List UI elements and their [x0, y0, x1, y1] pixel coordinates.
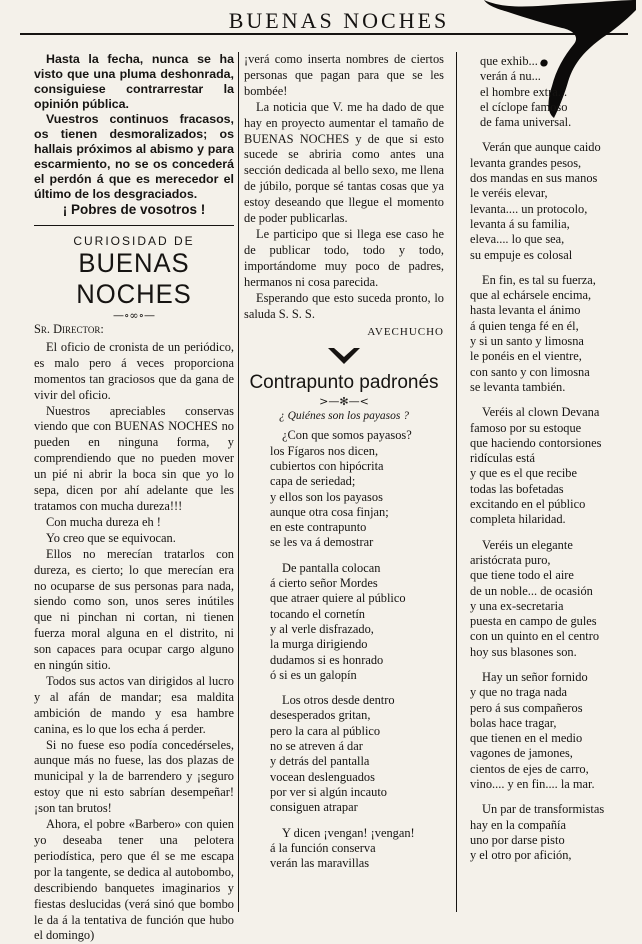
body-paragraph: El oficio de cronista de un periódico, es malo pero á veces proporciona momentos tan graciosos que da gana de vivir del oficio.: [34, 339, 234, 402]
verse-line: De pantalla colocan: [282, 560, 381, 575]
verse-line: que haciendo contorsiones: [470, 435, 602, 450]
verse-line: excitando en el público: [470, 497, 586, 512]
column-divider-1: [238, 52, 239, 912]
verse-line: En fin, es tal su fuerza,: [482, 272, 596, 287]
verse-line: capa de seriedad;: [270, 474, 356, 489]
verse-line: con santo y con limosna: [470, 364, 590, 379]
stanza: [244, 693, 444, 815]
body-paragraph: Nuestros apreciables conservas viendo que con BUENAS NOCHES no pueden en ninguna forma, y comprendiendo que no pueden mover un pié ni abrir la boca sin que yo lo sepa, dicen por ahí adelante que les tratamos con mucha dureza!!!: [34, 403, 234, 513]
verse-line: con un quinto en el centro: [470, 629, 600, 644]
verse-title: Contrapunto padronés: [249, 372, 439, 394]
verse-line: levanta á su familia,: [470, 216, 570, 231]
verse-line: verán las maravillas: [270, 856, 370, 871]
signature: AVECHUCHO: [367, 326, 444, 339]
verse-line: Un par de transformistas: [482, 802, 605, 817]
running-title: BUENAS NOCHES: [228, 8, 450, 33]
lead-paragraph: Hasta la fecha, nunca se ha visto que una pluma deshonrada, consiguiese contrarrestar la opinión pública.: [34, 52, 234, 111]
verse-line: hoy sus blasones son.: [470, 644, 577, 659]
lead-closing: ¡ Pobres de vosotros !: [62, 202, 206, 217]
body-paragraph: Todos sus actos van dirigidos al lucro y al afán de mandar; esa maldita ambición de mando y esa hambre canina, es lo que los echa á perder.: [34, 673, 234, 736]
verse-line: que tiene todo el aire: [470, 568, 574, 583]
verse-line: se les va á demostrar: [270, 535, 374, 550]
verse-line: y si un santo y limosna: [470, 334, 584, 349]
verse-line: en este contrapunto: [270, 520, 367, 535]
verse-line: su empuje es colosal: [470, 247, 573, 262]
verse-line: Verán que aunque caido: [482, 140, 601, 155]
stanza: [470, 140, 628, 262]
verse-line: y detrás del pantalla: [270, 754, 370, 769]
stanza: [470, 538, 628, 660]
verse-line: á quien tenga fé en él,: [470, 318, 579, 333]
body-paragraph: Esperando que esto suceda pronto, lo saluda S. S. S.: [244, 290, 444, 321]
verse-line: Veréis al clown Devana: [482, 405, 600, 420]
verse-line: cubiertos con hipócrita: [270, 459, 384, 473]
column-divider-2: [456, 52, 457, 912]
section-rule: [34, 225, 234, 226]
verse-line: cientos de ejes de carro,: [470, 761, 589, 776]
verse-line: ridículas está: [470, 451, 536, 466]
verse-line: de fama universal.: [480, 115, 572, 130]
verse-line: y una ex-secretaria: [470, 598, 564, 613]
verse-line: verán á nu...: [480, 69, 541, 84]
column-3: [470, 54, 628, 864]
verse-line: hasta levanta el ánimo: [470, 303, 581, 318]
verse-line: ¿Con que somos payasos?: [282, 428, 412, 443]
verse-line: Veréis un elegante: [482, 537, 573, 552]
verse-line: Y dicen ¡vengan! ¡vengan!: [282, 825, 415, 840]
verse-line: que al echársele encima,: [470, 288, 592, 303]
ornament-arrow: >—✻—<: [319, 395, 369, 409]
verse-line: y ellos son los payasos: [270, 489, 383, 504]
verse-line: se levanta también.: [470, 379, 566, 394]
verse-line: Hay un señor fornido: [482, 669, 588, 684]
verse-line: pero la cara al público: [270, 723, 381, 738]
verse-line: famoso por su estoque: [470, 420, 582, 435]
stanza: [244, 826, 444, 872]
verse-line: el cíclope famoso: [480, 99, 568, 114]
body-paragraph: La noticia que V. me ha dado de que hay en proyecto aumentar el tamaño de BUENAS NOCHES y de que si esto sucede se abriria como antes una sección dedicada al bello sexo, me llena de júbilo, porque sé tantas cosas que ya estoy deseando que llegue el momento de poder publicarlas.: [244, 99, 444, 226]
verse-line: que tienen en el medio: [470, 731, 583, 746]
verse-line: desesperados gritan,: [270, 708, 371, 723]
verse-line: puesta en campo de gules: [470, 614, 597, 629]
ornament-dash: —∘∞∘—: [113, 309, 155, 322]
verse-line: vino.... y en fin.... la mar.: [470, 777, 595, 792]
verse-line: bolas hace tragar,: [470, 715, 557, 730]
verse-line: vocean deslenguados: [270, 769, 375, 784]
verse-line: que exhib...: [480, 54, 538, 68]
verse-line: le ponéis en el vientre,: [470, 349, 582, 364]
body-paragraph: Ellos no merecían tratarlos con dureza, es cierto; lo que merecían era no ocuparse de sus personas para nada, siendo como son, unos seres inútiles que ni pinchan ni cortan, ni tienen fuerza moral alguna en el distrito, ni son capaces para ocupar cargo alguno en ningún sitio.: [34, 546, 234, 673]
verse-line: eleva.... lo que sea,: [470, 232, 565, 247]
body-paragraph: ¡verá como inserta nombres de ciertos personas que pagan para que se les bombée!: [244, 52, 444, 98]
ornament-chevron-icon: [244, 344, 444, 370]
verse-line: todas las bofetadas: [470, 481, 564, 496]
verse-line: pero á sus compañeros: [470, 700, 583, 715]
verse-line: completa hilaridad.: [470, 512, 566, 527]
verse-line: le veréis elevar,: [470, 186, 548, 201]
stanza: [470, 405, 628, 527]
stanza: [470, 802, 628, 863]
verse-line: vagones de jamones,: [470, 746, 573, 761]
verse-line: que atraer quiere al público: [270, 591, 406, 606]
verse-line: no se atreven á dar: [270, 739, 363, 754]
body-paragraph: Yo creo que se equivocan.: [46, 530, 176, 545]
body-paragraph: Con mucha dureza eh !: [46, 514, 161, 529]
body-paragraph: Le participo que si llega ese caso he de publicar todo, todo y todo, importándome muy poco de padres, hermanos ni cosa parecida.: [244, 226, 444, 289]
body-paragraph: Ahora, el pobre «Barbero» con quien yo deseaba tener una pelotera periodística, pero que él se me escapa por la tangente, se dedica al autobombo, describiendo banquetes imaginarios y fiestas deslucidas (verá sinó que bombo le da á la tentativa de función que hubo el domingo): [34, 817, 234, 943]
stanza: [244, 428, 444, 550]
verse-line: la murga dirigiendo: [270, 637, 368, 652]
verse-line: y que no traga nada: [470, 685, 568, 700]
verse-line: uno por darse pisto: [470, 832, 565, 847]
salutation: Sr. Director:: [34, 322, 104, 336]
column-2: [244, 52, 444, 871]
verse-line: consiguen atrapar: [270, 800, 358, 815]
lead-paragraph: Vuestros continuos fracasos, os tienen desmoralizados; os hallais próximos al abismo y para escarmiento, no se os concederá el perdón á que es merecedor el último de los desgraciados.: [34, 112, 234, 201]
verse-line: los Fígaros nos dicen,: [270, 443, 379, 458]
verse-line: y al verle disfrazado,: [270, 621, 374, 636]
stanza: [470, 54, 628, 130]
verse-line: á la función conserva: [270, 840, 376, 855]
verse-line: aristócrata puro,: [470, 552, 551, 567]
section-kicker: CURIOSIDAD DE: [73, 234, 195, 248]
verse-line: de un noble... de ocasión: [470, 583, 593, 598]
verse-line: aunque otra cosa finjan;: [270, 504, 389, 519]
verse-subtitle: ¿ Quiénes son los payasos ?: [278, 410, 409, 423]
verse-line: y el otro por afición,: [470, 848, 572, 863]
stanza: [470, 670, 628, 792]
verse-line: levanta grandes pesos,: [470, 155, 582, 170]
verse-line: ó si es un galopín: [270, 667, 357, 682]
verse-line: á cierto señor Mordes: [270, 576, 378, 591]
verse-line: levanta.... un protocolo,: [470, 201, 588, 216]
stanza: [470, 273, 628, 395]
verse-line: tocando el cornetín: [270, 606, 365, 621]
verse-line: y que es el que recibe: [470, 466, 577, 481]
verse-line: dos mandas en sus manos: [470, 171, 598, 186]
verse-line: por ver si algún incauto: [270, 784, 387, 799]
verse-line: Los otros desde dentro: [282, 693, 395, 708]
verse-line: dudamos si es honrado: [270, 652, 384, 667]
column-1: [34, 52, 234, 944]
section-title: BUENAS NOCHES: [76, 248, 192, 309]
verse-line: hay en la compañía: [470, 817, 566, 832]
verse-line: el hombre extra...: [480, 84, 568, 99]
stanza: [244, 561, 444, 683]
body-paragraph: Si no fuese eso podía concedérseles, aunque más no fuese, las dos plazas de municipal y la de barrendero y ¡seguro estoy que ni esto sabrían desempeñar! ¡son tan brutos!: [34, 737, 234, 816]
